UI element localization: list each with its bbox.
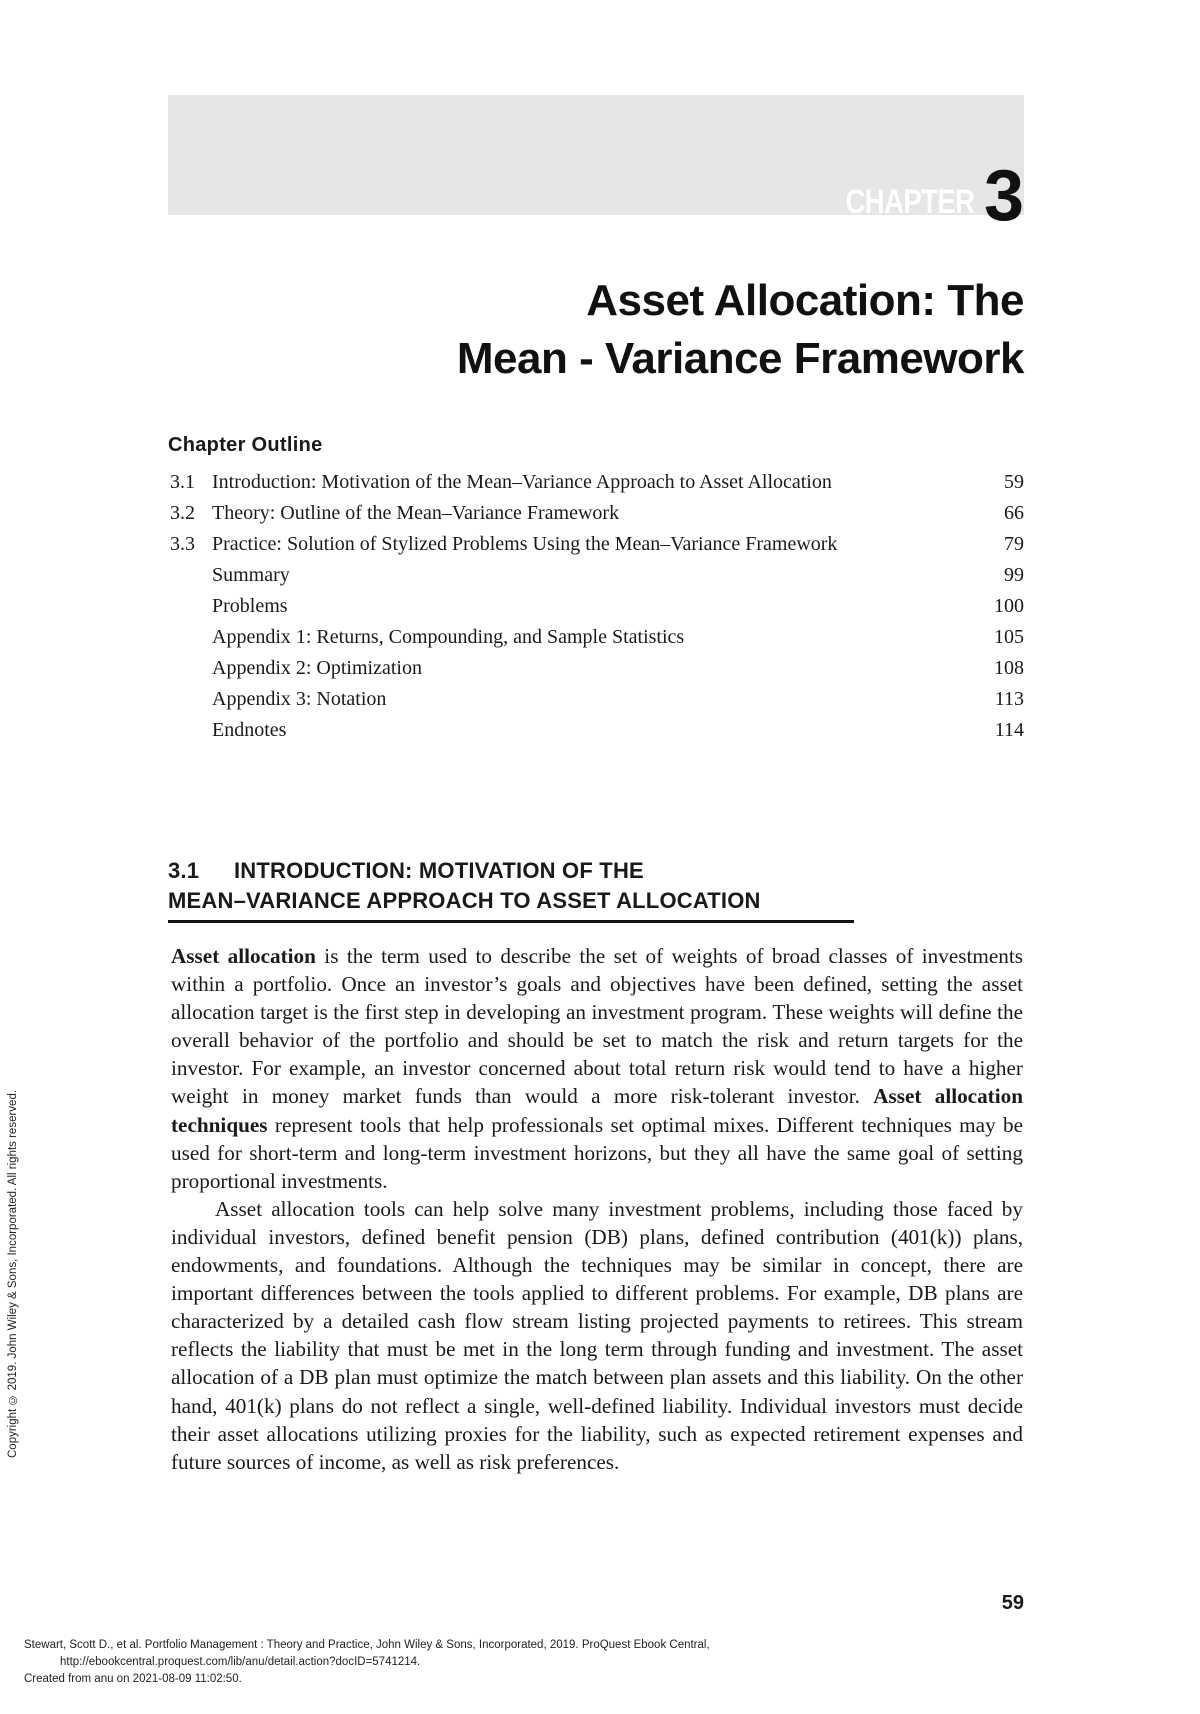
outline-item-title: Appendix 2: Optimization [212, 657, 422, 679]
outline-item-number: 3.3 [170, 533, 195, 555]
key-term: Asset allocation [171, 944, 316, 968]
outline-item-title: Introduction: Motivation of the Mean–Variance Approach to Asset Allocation [212, 471, 832, 493]
section-number: 3.1 [168, 858, 200, 883]
outline-item-page: 99 [1004, 564, 1024, 586]
outline-item-title: Appendix 3: Notation [212, 688, 387, 710]
outline-item[interactable] [168, 715, 1024, 746]
chapter-title-line1: Asset Allocation: The [586, 276, 1024, 325]
chapter-number: 3 [983, 156, 1024, 236]
paragraph-2: Asset allocation tools can help solve many investment problems, including those faced by individual investors, defined benefit pension (DB) plans, defined contribution (401(k)) plans, endowments, and foundations. Although the techniques may be similar in concept, there are important differences between the tools applied to different problems. For example, DB plans are characterized by a detailed cash flow stream listing projected payments to retirees. This stream reflects the liability that must be met in the long term through funding and investment. The asset allocation of a DB plan must optimize the match between plan assets and this liability. On the other hand, 401(k) plans do not reflect a single, well-defined liability. Individual investors must decide their asset allocations utilizing proxies for the liability, such as expected retirement expenses and future sources of income, as well as risk preferences. [171, 1196, 1023, 1474]
outline-item-title: Practice: Solution of Stylized Problems Using the Mean–Variance Framework [212, 533, 838, 555]
citation-footer [24, 1637, 1184, 1688]
page-number: 59 [1001, 1592, 1024, 1614]
side-copyright-notice: Copyright © 2019. John Wiley & Sons, Incorporated. All rights reserved. [7, 1089, 19, 1458]
section-title-line1: INTRODUCTION: MOTIVATION OF THE [234, 858, 644, 883]
outline-item[interactable] [168, 467, 1024, 498]
outline-item-number: 3.2 [170, 502, 195, 524]
section-heading [168, 856, 854, 923]
outline-heading: Chapter Outline [168, 434, 323, 456]
paragraph-text: is the term used to describe the set of weights of broad classes of investments within a portfolio. Once an investor’s goals and objectives have been defined, setting the asset allocation target is the first step in developing an investment program. These weights will define the overall behavior of the portfolio and should be set to match the risk and return targets for the investor. For example, an investor concerned about total return risk would tend to have a higher weight in money market funds than would a more risk-tolerant investor. [171, 944, 1024, 1109]
key-term: Asset allocation techniques [171, 1084, 1024, 1137]
outline-item[interactable] [168, 653, 1024, 684]
chapter-outline [168, 434, 1024, 746]
body-text [171, 942, 1023, 1476]
paragraph-1 [171, 942, 1023, 1195]
footer-url[interactable]: http://ebookcentral.proquest.com/lib/anu/detail.action?docID=5741214. [60, 1656, 421, 1668]
outline-item-page: 59 [1004, 471, 1024, 493]
chapter-title [224, 272, 1024, 388]
outline-item[interactable] [168, 622, 1024, 653]
outline-item-title: Endnotes [212, 719, 287, 741]
paragraph-text: represent tools that help professionals set optimal mixes. Different techniques may be used for short-term and long-term investment horizons, but they all have the same goal of setting proportional investments. [171, 1112, 1023, 1193]
outline-item-page: 108 [994, 657, 1024, 679]
outline-item[interactable] [168, 560, 1024, 591]
outline-item-number: 3.1 [170, 471, 195, 493]
outline-item-page: 79 [1004, 533, 1024, 555]
outline-item[interactable] [168, 529, 1024, 560]
footer-citation-line: Stewart, Scott D., et al. Portfolio Management : Theory and Practice, John Wiley & Sons, Incorporated, 2019. ProQuest Ebook Central, [24, 1639, 710, 1651]
outline-item-title: Summary [212, 564, 290, 586]
outline-item-title: Theory: Outline of the Mean–Variance Framework [212, 502, 620, 524]
outline-item-title: Appendix 1: Returns, Compounding, and Sample Statistics [212, 626, 685, 648]
chapter-label: CHAPTER [844, 183, 974, 221]
outline-item[interactable] [168, 591, 1024, 622]
outline-item[interactable] [168, 498, 1024, 529]
outline-item-page: 105 [994, 626, 1024, 648]
outline-item-page: 100 [994, 595, 1024, 617]
outline-item-page: 66 [1004, 502, 1024, 524]
footer-created-line: Created from anu on 2021-08-09 11:02:50. [24, 1673, 242, 1685]
outline-item-title: Problems [212, 595, 288, 617]
outline-item-page: 114 [994, 719, 1024, 741]
section-title-line2: MEAN–VARIANCE APPROACH TO ASSET ALLOCATION [168, 888, 761, 913]
outline-item-page: 113 [994, 688, 1024, 710]
chapter-title-line2: Mean - Variance Framework [456, 334, 1024, 383]
outline-item[interactable] [168, 684, 1024, 715]
